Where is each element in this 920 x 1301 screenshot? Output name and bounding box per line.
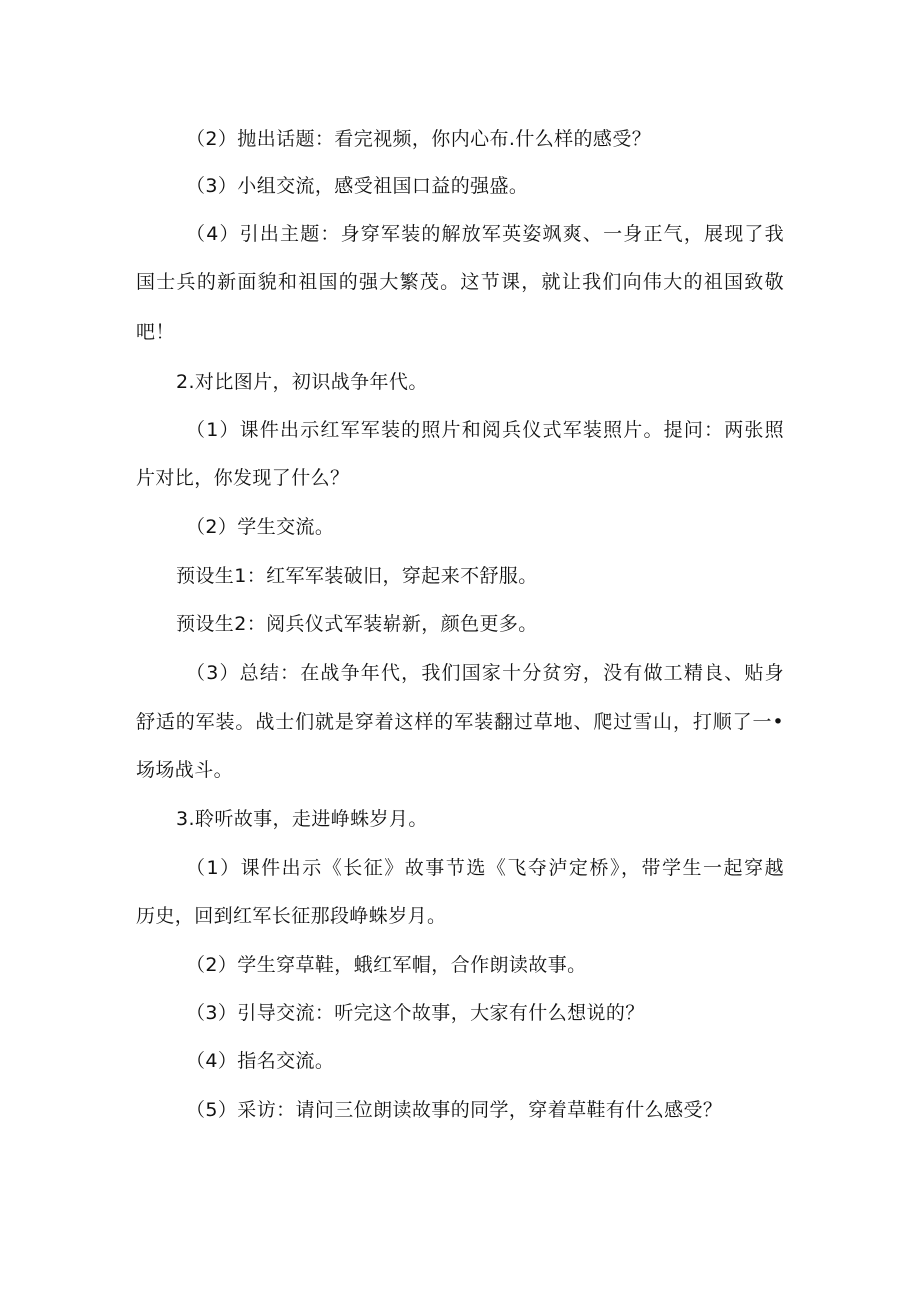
- text-line: （1）课件出示红军军装的照片和阅兵仪式军装照片。提问：两张照: [186, 419, 784, 441]
- text-line: 预设生2：阅兵仪式军装崭新，颜色更多。: [176, 613, 538, 635]
- text-line: 预设生1：红军军装破旧，穿起来不舒服。: [176, 565, 538, 587]
- text-line: 吧！: [136, 321, 175, 343]
- text-line: （2）抛出话题：看完视频，你内心布.什么样的感受？: [186, 128, 652, 150]
- text-line: （4）指名交流。: [186, 1050, 335, 1072]
- text-line: 历史，回到红军长征那段峥蛛岁月。: [136, 905, 447, 927]
- text-line: （3）引导交流：听完这个故事，大家有什么想说的？: [186, 1002, 645, 1024]
- text-line: （2）学生穿草鞋，蛾红军帽，合作朗读故事。: [186, 954, 587, 976]
- text-line: （3）小组交流，感受祖国口益的强盛。: [186, 175, 529, 197]
- text-line: （2）学生交流。: [186, 516, 335, 538]
- text-line: 场场战斗。: [136, 759, 234, 781]
- text-line: 舒适的军装。战士们就是穿着这样的军装翻过草地、爬过雪山，打顺了一•: [136, 711, 784, 733]
- text-line: （3）总结：在战争年代，我们国家十分贫穷，没有做工精良、贴身: [186, 662, 784, 684]
- text-line: （1）课件出示《长征》故事节选《飞夺泸定桥》，带学生一起穿越: [186, 857, 784, 879]
- section-heading: 2.对比图片，初识战争年代。: [176, 371, 428, 393]
- text-line: 片对比，你发现了什么？: [136, 467, 350, 489]
- text-line: 国士兵的新面貌和祖国的强大繁茂。这节课，就让我们向伟大的祖国致敬: [136, 271, 784, 293]
- text-line: （4）引出主题：身穿军装的解放军英姿飒爽、一身正气，展现了我: [186, 223, 784, 245]
- text-line: （5）采访：请问三位朗读故事的同学，穿着草鞋有什么感受？: [186, 1099, 723, 1121]
- section-heading: 3.聆听故事，走进峥蛛岁月。: [176, 808, 428, 830]
